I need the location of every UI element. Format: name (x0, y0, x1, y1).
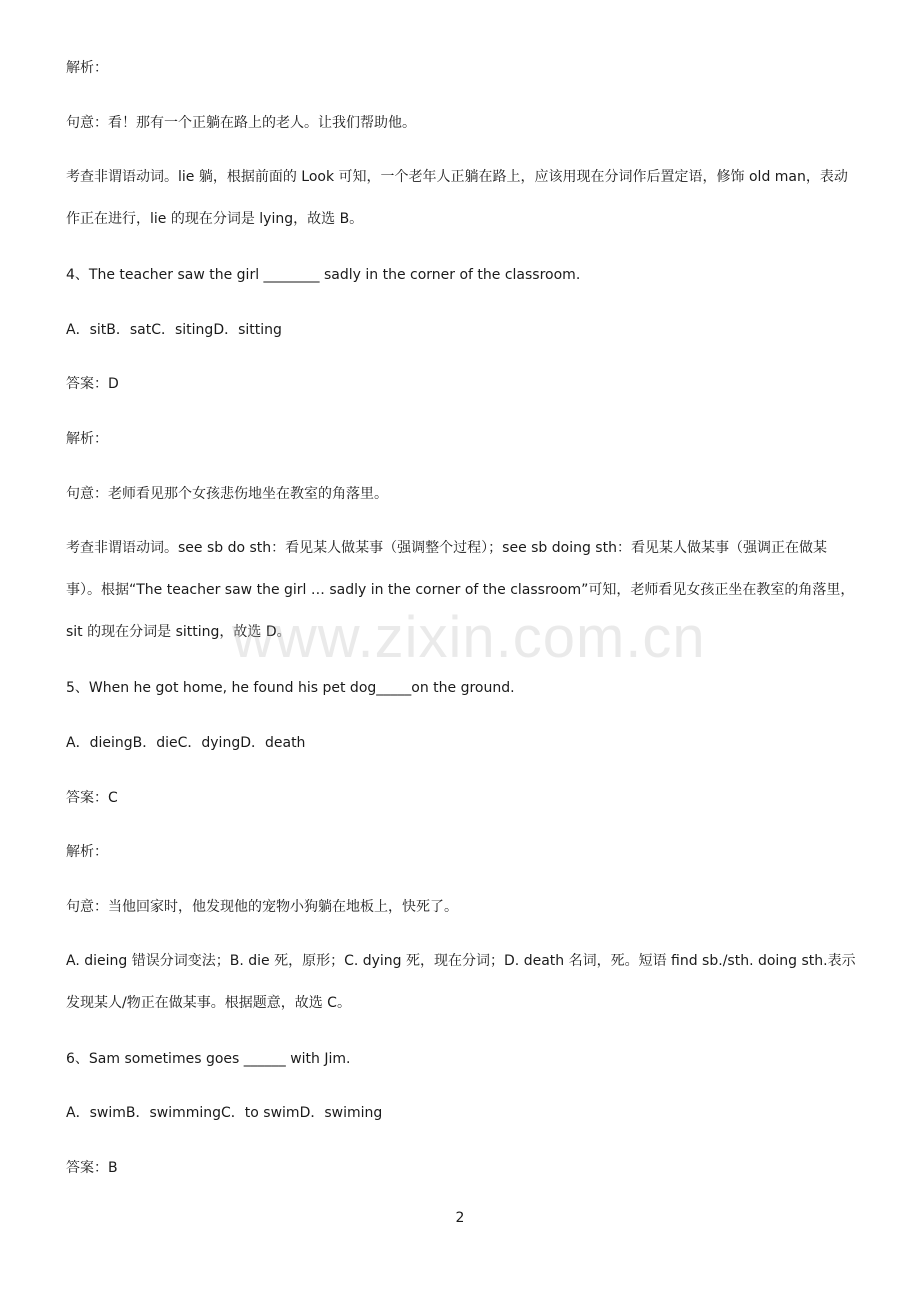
question-5: 5、When he got home, he found his pet dog_____on the ground. (66, 680, 515, 696)
question-5-answer: 答案：C (66, 790, 118, 806)
explanation-paragraph: 考查非谓语动词。see sb do sth：看见某人做某事（强调整个过程）；see sb doing sth：看见某人做某事（强调正在做某事）。根据“The teacher saw the girl … sadly in the corner of the classroom”可知，老师看见女孩正坐在教室的角落里，sit 的现在分词是 sitting，故选 D。 (66, 540, 855, 640)
question-4-options: A．sitB．satC．sitingD．sitting (66, 322, 282, 338)
sentence-meaning: 句意：老师看见那个女孩悲伤地坐在教室的角落里。 (66, 486, 388, 502)
question-4: 4、The teacher saw the girl ________ sadly in the corner of the classroom. (66, 267, 581, 283)
watermark: www.zixin.com.cn (232, 605, 706, 670)
sentence-meaning: 句意：看！那有一个正躺在路上的老人。让我们帮助他。 (66, 115, 416, 131)
analysis-label: 解析： (66, 60, 108, 76)
explanation-paragraph: A. dieing 错误分词变法；B. die 死，原形；C. dying 死，现在分词；D. death 名词，死。短语 find sb./sth. doing sth.表示发现某人/物正在做某事。根据题意，故选 C。 (66, 953, 856, 1011)
page-number: 2 (455, 1210, 465, 1226)
sentence-meaning: 句意：当他回家时，他发现他的宠物小狗躺在地板上，快死了。 (66, 899, 458, 915)
analysis-label: 解析： (66, 431, 108, 447)
question-6-options: A．swimB．swimmingC．to swimD．swiming (66, 1105, 383, 1121)
question-6-answer: 答案：B (66, 1160, 118, 1176)
question-6: 6、Sam sometimes goes ______ with Jim. (66, 1051, 351, 1067)
question-5-options: A．dieingB．dieC．dyingD．death (66, 735, 306, 751)
explanation-paragraph: 考查非谓语动词。lie 躺，根据前面的 Look 可知，一个老年人正躺在路上，应该用现在分词作后置定语，修饰 old man，表动作正在进行，lie 的现在分词是 lying，故选 B。 (66, 169, 848, 227)
question-4-answer: 答案：D (66, 376, 119, 392)
analysis-label: 解析： (66, 844, 108, 860)
